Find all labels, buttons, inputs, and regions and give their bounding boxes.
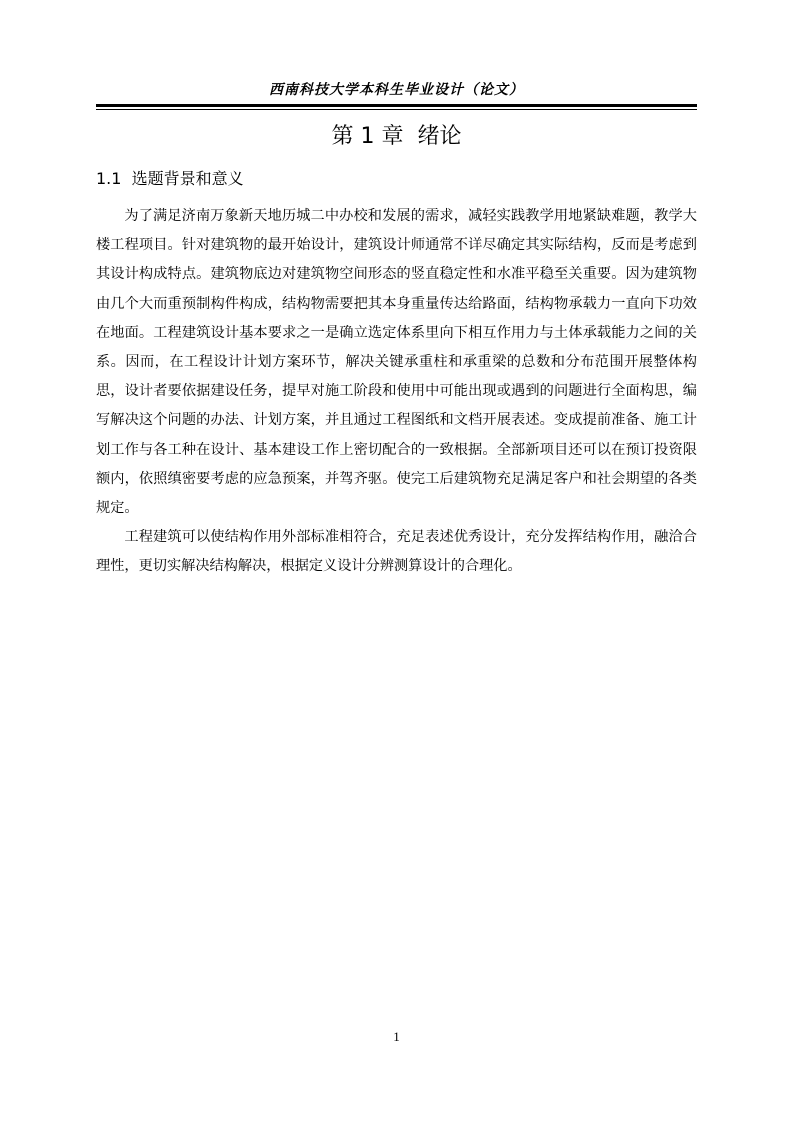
paragraph-1: 为了满足济南万象新天地历城二中办校和发展的需求，减轻实践教学用地紧缺难题，教学大楼工程项目。针对建筑物的最开始设计，建筑设计师通常不详尽确定其实际结构，反而是考虑到其设计构成特点。建筑物底边对建筑物空间形态的竖直稳定性和水准平稳至关重要。因为建筑物由几个大而重预制构件构成，结构物需要把其本身重量传达给路面，结构物承载力一直向下功效在地面。工程建筑设计基本要求之一是确立选定体系里向下相互作用力与土体承载能力之间的关系。因而，在工程设计计划方案环节，解决关键承重柱和承重梁的总数和分布范围开展整体构思，设计者要依据建设任务，提早对施工阶段和使用中可能出现或遇到的问题进行全面构思，编写解决这个问题的办法、计划方案，并且通过工程图纸和文档开展表述。变成提前准备、施工计划工作与各工种在设计、基本建设工作上密切配合的一致根据。全部新项目还可以在预订投资限额内，依照缜密要考虑的应急预案，并驾齐驱。使完工后建筑物充足满足客户和社会期望的各类规定。 <box>96 208 697 517</box>
header-rule-thin <box>96 109 697 110</box>
paragraph-2: 工程建筑可以使结构作用外部标准相符合，充足表述优秀设计，充分发挥结构作用，融洽合理性，更切实解决结构解决，根据定义设计分辨测算设计的合理化。 <box>96 529 697 575</box>
body-text <box>96 202 697 582</box>
header-rule-thick <box>96 104 697 107</box>
section-title: 1.1 选题背景和意义 <box>96 169 244 188</box>
chapter-title: 第 1 章 绪论 <box>331 124 462 149</box>
page-number: 1 <box>393 1029 400 1044</box>
page-header-title: 西南科技大学本科生毕业设计（论文） <box>269 82 524 98</box>
